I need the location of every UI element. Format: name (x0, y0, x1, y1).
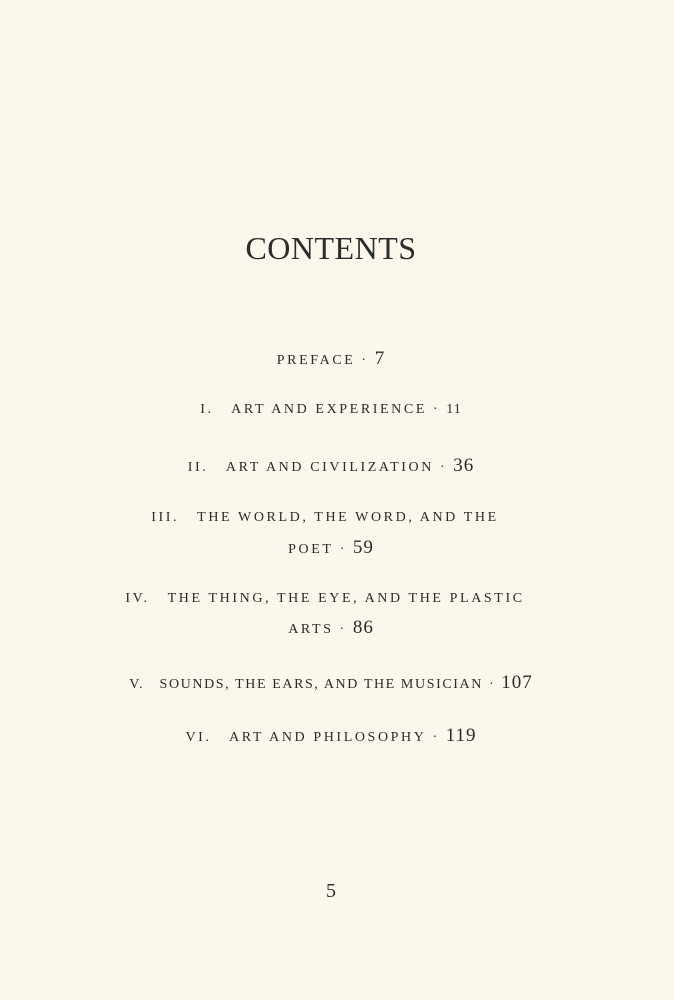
separator-dot: · (339, 542, 347, 557)
entry-page-number: 107 (501, 672, 533, 693)
entry-label: II. ART AND CIVILIZATION (187, 460, 434, 475)
separator-dot: · (439, 460, 448, 475)
separator-dot: · (432, 402, 441, 417)
contents-heading: CONTENTS (245, 230, 417, 266)
separator-dot: · (488, 677, 496, 692)
toc-entry-chapter-5 (0, 672, 662, 694)
entry-page-number: 36 (453, 455, 475, 476)
toc-entry-chapter-2 (0, 455, 662, 477)
entry-page-number: 119 (445, 725, 477, 746)
entry-label: III. THE WORLD, THE WORD, AND THE (151, 510, 499, 525)
entry-label: PREFACE (276, 353, 356, 368)
entry-label-continued: POET (288, 542, 334, 557)
folio-page-number: 5 (326, 880, 336, 902)
entry-label: I. ART AND EXPERIENCE (200, 402, 427, 417)
toc-entry-preface (0, 348, 662, 370)
entry-label-continued: ARTS (288, 622, 334, 637)
toc-entry-chapter-4-cont (0, 617, 662, 639)
toc-entry-chapter-4 (0, 591, 656, 607)
toc-entry-chapter-1 (0, 402, 662, 418)
toc-entry-chapter-3-cont (0, 537, 662, 559)
separator-dot: · (432, 730, 440, 745)
entry-label: IV. THE THING, THE EYE, AND THE PLASTIC (125, 591, 525, 606)
entry-label: V. SOUNDS, THE EARS, AND THE MUSICIAN (129, 677, 483, 692)
toc-entry-chapter-3 (0, 510, 656, 526)
entry-page-number: 7 (374, 348, 386, 369)
separator-dot: · (339, 622, 347, 637)
entry-page-number: 11 (446, 402, 462, 417)
entry-page-number: 86 (352, 617, 374, 638)
entry-label: VI. ART AND PHILOSOPHY (185, 730, 427, 745)
entry-page-number: 59 (352, 537, 374, 558)
separator-dot: · (361, 353, 369, 368)
toc-entry-chapter-6 (0, 725, 662, 747)
